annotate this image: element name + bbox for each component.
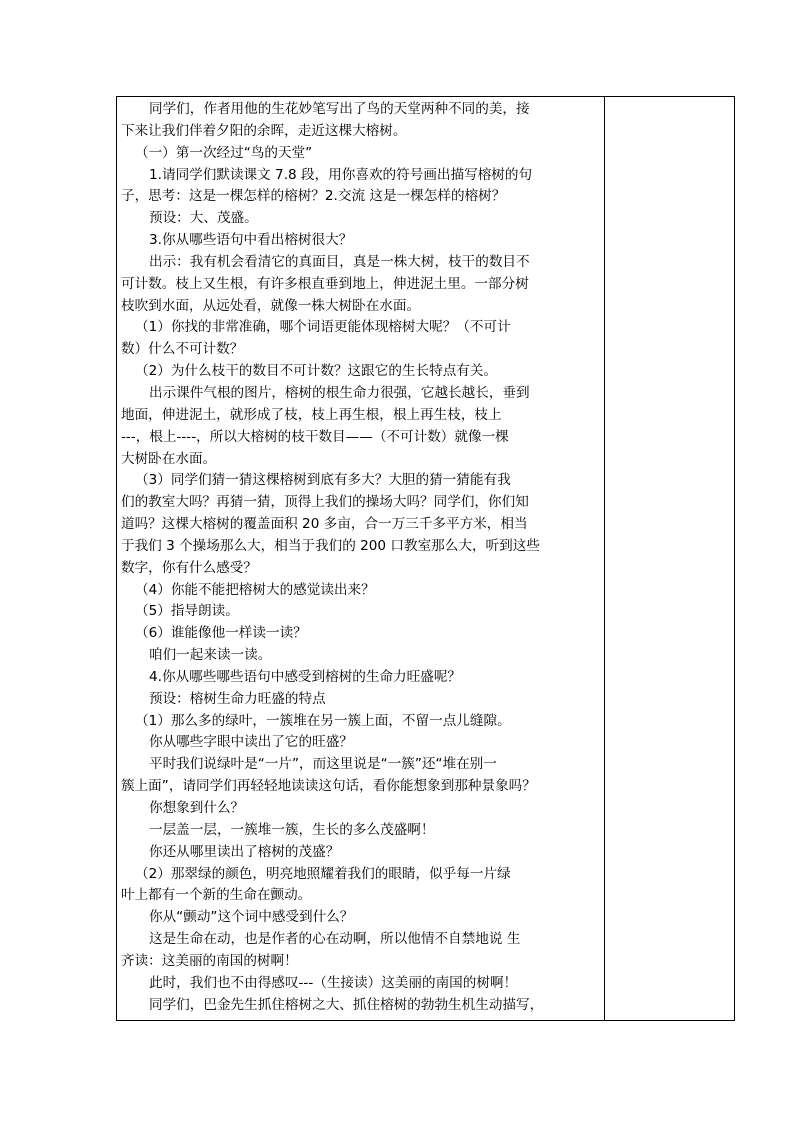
text-line: 于我们 3 个操场那么大，相当于我们的 200 口教室那么大，听到这些: [121, 537, 540, 554]
text-line: 可计数。枝上又生根，有许多根直垂到地上，伸进泥土里。一部分树: [121, 275, 529, 292]
text-line: 你从哪些字眼中读出了它的旺盛？: [149, 734, 353, 751]
text-line: （6）谁能像他一样读一读？: [135, 625, 307, 642]
text-line: 此时，我们也不由得感叹---（生接读）这美丽的南国的树啊！: [149, 974, 518, 991]
text-line: 数）什么不可计数？: [121, 341, 244, 358]
text-line: （2）为什么枝干的数目不可计数？这跟它的生长特点有关。: [135, 363, 498, 380]
text-line: （5）指导朗读。: [135, 603, 239, 620]
notes-cell: [605, 97, 735, 1020]
text-line: 4.你从哪些哪些语句中感受到榕树的生命力旺盛呢？: [149, 668, 462, 685]
text-line: （1）那么多的绿叶，一簇堆在另一簇上面，不留一点儿缝隙。: [135, 712, 511, 729]
text-line: 你从“颤动”这个词中感受到什么？: [149, 909, 354, 926]
text-line: 3.你从哪些语句中看出榕树很大？: [149, 232, 353, 249]
text-line: 预设：榕树生命力旺盛的特点: [149, 690, 326, 707]
text-line: 平时我们说绿叶是“一片”，而这里说是“一簇”还“堆在别一: [149, 756, 497, 773]
text-line: 预设：大、茂盛。: [149, 210, 258, 227]
text-line: 大树卧在水面。: [121, 450, 217, 467]
text-line: （3）同学们猜一猜这棵榕树到底有多大？大胆的猜一猜能有我: [135, 472, 511, 489]
text-line: 出示课件气根的图片，榕树的根生命力很强，它越长越长，垂到: [149, 384, 530, 401]
text-line: 子，思考：这是一棵怎样的榕树？2.交流 这是一棵怎样的榕树？: [121, 188, 506, 205]
text-line: （一）第一次经过“鸟的天堂”: [135, 144, 313, 161]
text-line: 同学们，巴金先生抓住榕树之大、抓住榕树的勃勃生机生动描写，: [149, 996, 544, 1013]
text-line: 数字，你有什么感受？: [121, 559, 257, 576]
text-line: 1.请同学们默读课文 7.8 段，用你喜欢的符号画出描写榕树的句: [149, 166, 533, 183]
text-line: 道吗？这棵大榕树的覆盖面积 20 多亩，合一万三千多平方米，相当: [121, 516, 528, 533]
text-line: 地面，伸进泥土，就形成了枝，枝上再生根，根上再生枝，枝上: [121, 406, 502, 423]
text-line: 你还从哪里读出了榕树的茂盛？: [149, 843, 340, 860]
text-line: 下来让我们伴着夕阳的余晖，走近这棵大榕树。: [121, 122, 407, 139]
text-line: （2）那翠绿的颜色，明亮地照耀着我们的眼睛，似乎每一片绿: [135, 865, 511, 882]
lesson-table: [116, 96, 735, 1021]
text-line: 咱们一起来读一读。: [149, 647, 272, 664]
text-line: 这是生命在动，也是作者的心在动啊，所以他情不自禁地说 生: [149, 931, 521, 948]
text-line: 簇上面”，请同学们再轻轻地读读这句话，看你能想象到那种景象吗？: [121, 778, 536, 795]
text-line: 叶上都有一个新的生命在颤动。: [121, 887, 312, 904]
text-line: （1）你找的非常准确，哪个词语更能体现榕树大呢？（不可计: [135, 319, 511, 336]
text-line: 枝吹到水面，从远处看，就像一株大树卧在水面。: [121, 297, 421, 314]
text-line: 你想象到什么？: [149, 800, 245, 816]
text-line: 齐读：这美丽的南国的树啊！: [121, 952, 298, 969]
text-line: （4）你能不能把榕树大的感觉读出来？: [135, 581, 375, 598]
text-line: 同学们，作者用他的生花妙笔写出了鸟的天堂两种不同的美，接: [149, 101, 530, 117]
text-line: 们的教室大吗？再猜一猜，顶得上我们的操场大吗？同学们，你们知: [121, 494, 529, 511]
text-line: 一层盖一层，一簇堆一簇，生长的多么茂盛啊！: [149, 821, 435, 838]
text-line: 出示：我有机会看清它的真面目，真是一株大树，枝干的数目不: [149, 253, 530, 270]
text-line: ---，根上----，所以大榕树的枝干数目——（不可计数）就像一棵: [121, 428, 509, 445]
lesson-content-cell: [121, 99, 599, 1016]
